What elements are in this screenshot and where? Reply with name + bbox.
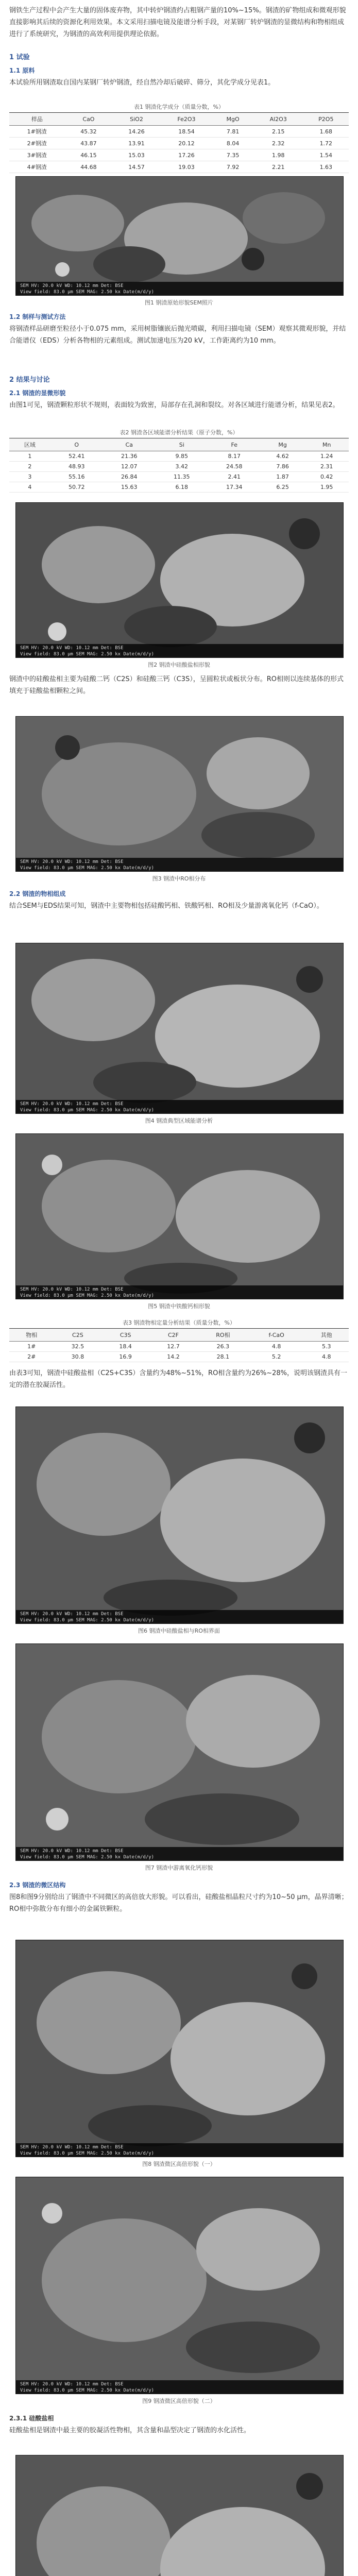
sem-info-line-2: View field: 83.0 μm SEM MAG: 2.50 kx Date(m/d/y) [20, 1618, 155, 1623]
table-cell: 7.92 [212, 161, 253, 173]
table-cell: 15.63 [103, 482, 156, 493]
table-cell: 7.35 [212, 149, 253, 161]
table-cell: 11.35 [156, 472, 208, 482]
figure-8-caption: 图8 钢渣微区高倍形貌（一） [142, 2161, 216, 2167]
sem-info-line-1: SEM HV: 20.0 kV WD: 10.12 mm Det: BSE [20, 283, 124, 289]
sem-info-line-1: SEM HV: 20.0 kV WD: 10.12 mm Det: BSE [20, 1612, 124, 1617]
table-row [9, 472, 349, 482]
table-cell: 7.81 [212, 126, 253, 138]
sem-info-line-2: View field: 83.0 μm SEM MAG: 2.50 kx Date(m/d/y) [20, 652, 155, 657]
table-cell: 21.36 [103, 451, 156, 462]
table-cell: 18.54 [161, 126, 213, 138]
table-row [9, 149, 349, 161]
subsection-1-1-title: 1.1 原料 [9, 67, 35, 74]
sem-info-bar [16, 1847, 343, 1860]
figure-5-sem-image [15, 1133, 344, 1299]
table-cell: 2 [9, 462, 50, 472]
sem-info-bar [16, 282, 343, 295]
figure-6-sem-image [15, 1406, 344, 1624]
table-2 [9, 438, 349, 493]
table-cell: 9.85 [156, 451, 208, 462]
table-cell: 0.42 [304, 472, 349, 482]
figure-2-sem-image [15, 502, 344, 658]
table-2-header-cell: Ca [103, 438, 156, 451]
table-cell: 32.5 [54, 1342, 101, 1352]
sem-info-line-1: SEM HV: 20.0 kV WD: 10.12 mm Det: BSE [20, 1287, 124, 1292]
sem-micrograph [16, 2455, 343, 2576]
table-cell: 4 [9, 482, 50, 493]
table-row [9, 462, 349, 472]
figure-5-caption: 图5 钢渣中铁酸钙相形貌 [148, 1303, 210, 1310]
figure-8-sem-image [15, 1940, 344, 2157]
table-cell: 1#钢渣 [9, 126, 64, 138]
table-2-header-row [9, 438, 349, 451]
table-cell: 46.15 [64, 149, 112, 161]
figure-4-sem-image [15, 943, 344, 1114]
table-1-header-cell: MgO [212, 113, 253, 126]
section-2-title: 2 结果与讨论 [9, 376, 50, 384]
table-cell: 26.84 [103, 472, 156, 482]
table-cell: 2#钢渣 [9, 138, 64, 149]
subsection-1-1-text: 本试验所用钢渣取自国内某钢厂转炉钢渣，经自然冷却后破碎、筛分，其化学成分见表1。 [9, 79, 275, 87]
table-cell: 8.04 [212, 138, 253, 149]
table-3-header-cell: f-CaO [249, 1329, 304, 1342]
table-cell: 13.91 [112, 138, 160, 149]
table-cell: 8.17 [208, 451, 261, 462]
table-2-header-cell: Mg [261, 438, 305, 451]
section-1-title: 1 试验 [9, 54, 30, 61]
subsection-1-2-text: 将钢渣样品研磨至粒径小于0.075 mm，采用树脂镶嵌后抛光喷碳，利用扫描电镜（SEM）观察其微观形貌，并结合能谱仪（EDS）分析各物相的元素组成。测试加速电压为20 kV，工作距离约为10 mm。 [9, 325, 346, 345]
figure-3-caption: 图3 钢渣中RO相分布 [152, 875, 206, 882]
table-cell: 3 [9, 472, 50, 482]
sem-info-line-2: View field: 83.0 μm SEM MAG: 2.50 kx Date(m/d/y) [20, 1108, 155, 1113]
sem-info-bar [16, 2380, 343, 2394]
sem-info-line-1: SEM HV: 20.0 kV WD: 10.12 mm Det: BSE [20, 2382, 124, 2387]
table-cell: 4#钢渣 [9, 161, 64, 173]
subsection-2-1-title: 2.1 钢渣的显微形貌 [9, 389, 66, 397]
sem-info-line-1: SEM HV: 20.0 kV WD: 10.12 mm Det: BSE [20, 646, 124, 651]
table-cell: 1.54 [303, 149, 349, 161]
table-cell: 1.72 [303, 138, 349, 149]
figure-9-sem-image [15, 2177, 344, 2394]
sem-micrograph [16, 1644, 343, 1860]
table-row [9, 451, 349, 462]
sem-info-line-1: SEM HV: 20.0 kV WD: 10.12 mm Det: BSE [20, 2145, 124, 2150]
sem-micrograph [16, 503, 343, 657]
table-cell: 26.3 [197, 1342, 249, 1352]
table-3-header-cell: 其他 [304, 1329, 349, 1342]
table-1-header-cell: Al2O3 [253, 113, 303, 126]
table-1-header-cell: SiO2 [112, 113, 160, 126]
table-3-header-cell: C2F [149, 1329, 197, 1342]
table-cell: 1.95 [304, 482, 349, 493]
table-3-header-cell: 物相 [9, 1329, 54, 1342]
table-2-header-cell: O [50, 438, 103, 451]
sem-info-line-2: View field: 83.0 μm SEM MAG: 2.50 kx Date(m/d/y) [20, 1855, 155, 1860]
table-cell: 17.34 [208, 482, 261, 493]
sem-info-line-2: View field: 83.0 μm SEM MAG: 2.50 kx Date(m/d/y) [20, 2151, 155, 2156]
table-cell: 6.18 [156, 482, 208, 493]
sem-micrograph [16, 1134, 343, 1299]
table-3-header-row [9, 1329, 349, 1342]
table-cell: 1.87 [261, 472, 305, 482]
table-cell: 24.58 [208, 462, 261, 472]
subsection-2-3-title: 2.3 钢渣的微区结构 [9, 1882, 66, 1889]
table-1-caption: 表1 钢渣化学成分（质量分数，%） [134, 104, 224, 110]
table-cell: 1 [9, 451, 50, 462]
table-cell: 2.31 [304, 462, 349, 472]
subsection-2-2-title: 2.2 钢渣的物相组成 [9, 890, 66, 897]
text-after-table-3: 由表3可知，钢渣中硅酸盐相（C2S+C3S）含量约为48%~51%，RO相含量约为26%~28%，说明该钢渣具有一定的潜在胶凝活性。 [9, 1369, 347, 1389]
table-cell: 2.41 [208, 472, 261, 482]
table-cell: 4.8 [249, 1342, 304, 1352]
table-cell: 14.57 [112, 161, 160, 173]
table-cell: 7.86 [261, 462, 305, 472]
table-2-header-cell: Si [156, 438, 208, 451]
figure-6-caption: 图6 钢渣中硅酸盐相与RO相界面 [138, 1628, 220, 1634]
table-cell: 50.72 [50, 482, 103, 493]
sem-info-bar [16, 858, 343, 871]
table-1-header-row [9, 113, 349, 126]
table-row [9, 1342, 349, 1352]
sem-info-bar [16, 1285, 343, 1299]
table-cell: 20.12 [161, 138, 213, 149]
sem-info-bar [16, 644, 343, 657]
sem-info-bar [16, 1100, 343, 1113]
table-2-caption: 表2 钢渣各区域能谱分析结果（原子分数，%） [120, 429, 238, 436]
table-cell: 45.32 [64, 126, 112, 138]
sem-micrograph [16, 717, 343, 871]
table-3-caption: 表3 钢渣物相定量分析结果（质量分数，%） [123, 1319, 235, 1326]
table-3 [9, 1328, 349, 1362]
table-cell: 1.68 [303, 126, 349, 138]
table-cell: 1.63 [303, 161, 349, 173]
table-1-header-cell: CaO [64, 113, 112, 126]
table-cell: 5.2 [249, 1352, 304, 1362]
table-cell: 2.21 [253, 161, 303, 173]
table-cell: 12.7 [149, 1342, 197, 1352]
sem-micrograph [16, 1940, 343, 2157]
sem-info-line-1: SEM HV: 20.0 kV WD: 10.12 mm Det: BSE [20, 1849, 124, 1854]
table-1 [9, 112, 349, 173]
table-cell: 5.3 [304, 1342, 349, 1352]
sem-info-line-1: SEM HV: 20.0 kV WD: 10.12 mm Det: BSE [20, 1101, 124, 1107]
sem-info-line-2: View field: 83.0 μm SEM MAG: 2.50 kx Date(m/d/y) [20, 866, 155, 871]
table-cell: 44.68 [64, 161, 112, 173]
sem-info-line-2: View field: 83.0 μm SEM MAG: 2.50 kx Date(m/d/y) [20, 290, 155, 295]
sem-info-bar [16, 2143, 343, 2157]
figure-9-caption: 图9 钢渣微区高倍形貌（二） [142, 2398, 216, 2404]
table-1-header-cell: 样品 [9, 113, 64, 126]
table-cell: 12.07 [103, 462, 156, 472]
sem-micrograph [16, 943, 343, 1113]
table-2-header-cell: 区域 [9, 438, 50, 451]
table-cell: 55.16 [50, 472, 103, 482]
table-cell: 4.62 [261, 451, 305, 462]
table-cell: 6.25 [261, 482, 305, 493]
table-1-header-cell: Fe2O3 [161, 113, 213, 126]
figure-4-caption: 图4 钢渣典型区域能谱分析 [145, 1117, 213, 1124]
subsection-1-2-title: 1.2 制样与测试方法 [9, 313, 66, 320]
table-cell: 14.2 [149, 1352, 197, 1362]
table-cell: 2.32 [253, 138, 303, 149]
figure-2-caption: 图2 钢渣中硅酸盐相形貌 [148, 662, 210, 668]
table-cell: 19.03 [161, 161, 213, 173]
table-2-header-cell: Fe [208, 438, 261, 451]
subsection-2-3-1-title: 2.3.1 硅酸盐相 [9, 2415, 54, 2422]
sem-micrograph [16, 1407, 343, 1623]
table-row [9, 482, 349, 493]
table-cell: 2.15 [253, 126, 303, 138]
table-cell: 2# [9, 1352, 54, 1362]
table-row [9, 138, 349, 149]
sem-info-bar [16, 1610, 343, 1623]
table-cell: 30.8 [54, 1352, 101, 1362]
table-cell: 3#钢渣 [9, 149, 64, 161]
figure-10-sem-image [15, 2455, 344, 2576]
subsection-2-3-text: 图8和图9分别给出了钢渣中不同微区的高倍放大形貌。可以看出，硅酸盐相晶粒尺寸约为10~50 μm，晶界清晰；RO相中弥散分布有细小的金属铁颗粒。 [9, 1893, 348, 1913]
sem-info-line-1: SEM HV: 20.0 kV WD: 10.12 mm Det: BSE [20, 859, 124, 865]
table-cell: 3.42 [156, 462, 208, 472]
sem-info-line-2: View field: 83.0 μm SEM MAG: 2.50 kx Date(m/d/y) [20, 2388, 155, 2393]
table-cell: 18.4 [101, 1342, 149, 1352]
subsection-2-1-text: 由图1可见，钢渣颗粒形状不规则，表面较为致密，局部存在孔洞和裂纹。对各区域进行能谱分析，结果见表2。 [9, 401, 339, 409]
table-cell: 1# [9, 1342, 54, 1352]
table-3-header-cell: RO相 [197, 1329, 249, 1342]
table-cell: 16.9 [101, 1352, 149, 1362]
table-1-header-cell: P2O5 [303, 113, 349, 126]
table-cell: 14.26 [112, 126, 160, 138]
table-cell: 52.41 [50, 451, 103, 462]
intro-paragraph: 钢铁生产过程中会产生大量的固体废弃物，其中转炉钢渣约占粗钢产量的10%~15%。钢渣的矿物组成和微观形貌直接影响其后续的资源化利用效果。本文采用扫描电镜及能谱分析手段，对某钢厂转炉钢渣的显微结构和物相组成进行了系统研究，为钢渣的高效利用提供理论依据。 [9, 7, 346, 38]
sem-micrograph [16, 2177, 343, 2394]
table-cell: 43.87 [64, 138, 112, 149]
figure-3-sem-image [15, 716, 344, 872]
table-row [9, 161, 349, 173]
table-row [9, 126, 349, 138]
figure-7-caption: 图7 钢渣中游离氧化钙形貌 [145, 1865, 213, 1871]
subsection-2-2-text: 结合SEM与EDS结果可知，钢渣中主要物相包括硅酸钙相、铁酸钙相、RO相及少量游离氧化钙（f-CaO）。 [9, 902, 323, 910]
table-3-header-cell: C2S [54, 1329, 101, 1342]
table-3-header-cell: C3S [101, 1329, 149, 1342]
table-cell: 17.26 [161, 149, 213, 161]
figure-7-sem-image [15, 1643, 344, 1861]
table-cell: 48.93 [50, 462, 103, 472]
subsection-2-3-1-text: 硅酸盐相是钢渣中最主要的胶凝活性物相，其含量和晶型决定了钢渣的水化活性。 [9, 2427, 251, 2434]
text-after-figure-2: 钢渣中的硅酸盐相主要为硅酸二钙（C2S）和硅酸三钙（C3S），呈圆粒状或板状分布。RO相则以连续基体的形式填充于硅酸盐相颗粒之间。 [9, 675, 344, 695]
sem-micrograph [16, 177, 343, 295]
table-cell: 28.1 [197, 1352, 249, 1362]
table-cell: 4.8 [304, 1352, 349, 1362]
table-cell: 1.24 [304, 451, 349, 462]
table-cell: 15.03 [112, 149, 160, 161]
table-cell: 1.98 [253, 149, 303, 161]
figure-1-sem-image [15, 176, 344, 296]
sem-info-line-2: View field: 83.0 μm SEM MAG: 2.50 kx Date(m/d/y) [20, 1293, 155, 1298]
table-row [9, 1352, 349, 1362]
table-2-header-cell: Mn [304, 438, 349, 451]
figure-1-caption: 图1 钢渣原始形貌SEM照片 [145, 299, 213, 306]
